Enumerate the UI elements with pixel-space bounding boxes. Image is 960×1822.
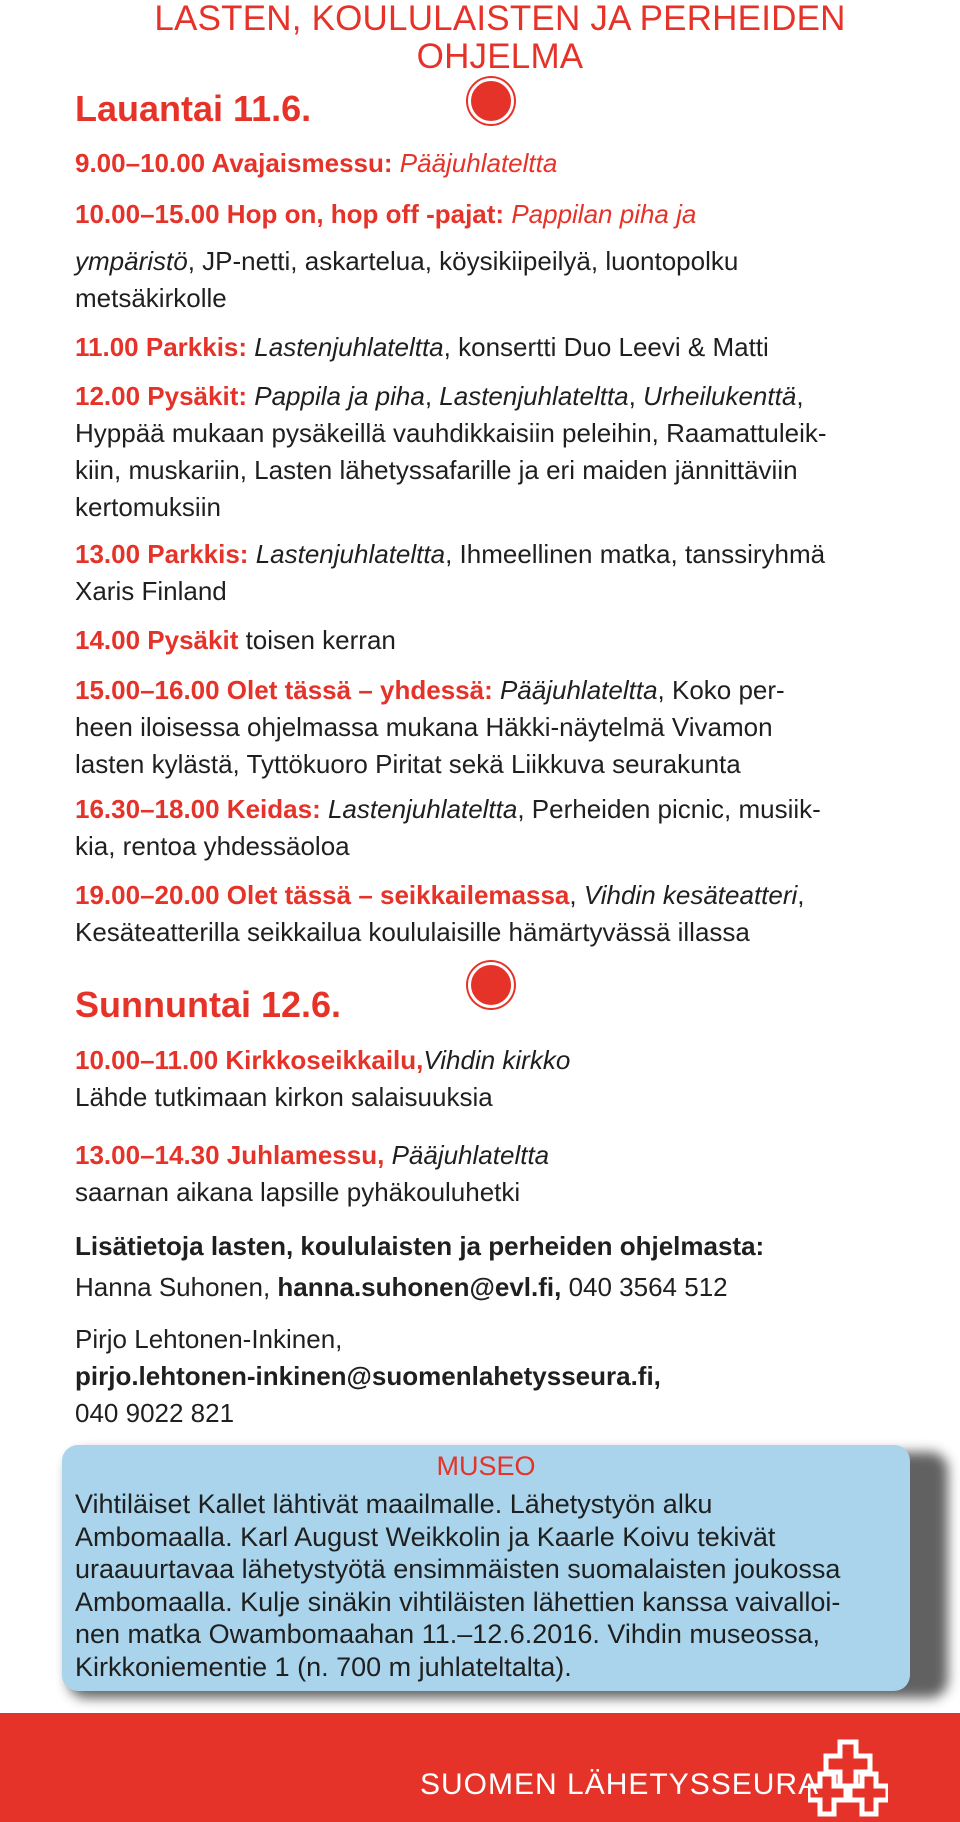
program-entry: 13.00–14.30 Juhlamessu, Pääjuhlateltta saarnan aikana lapsille pyhäkouluhetki bbox=[75, 1140, 550, 1207]
contact-pirjo: Pirjo Lehtonen-Inkinen, pirjo.lehtonen-inkinen@suomenlahetysseura.fi, 040 9022 821 bbox=[75, 1324, 661, 1428]
email-link[interactable]: hanna.suhonen@evl.fi, bbox=[277, 1272, 562, 1302]
footer-brand: SUOMEN LÄHETYSSEURA bbox=[420, 1768, 820, 1801]
museum-text: Vihtiläiset Kallet lähtivät maailmalle. Lähetystyön alku Ambomaalla. Karl August Weikkolin ja Kaarle Koivu tekivät uraauurtavaa lähetystyötä ensimmäisten suomalaisten joukossa Ambomaalla. Kulje sinäkin vihtiläisten lähettien kanssa vaivalloi- nen matka Owambomaahan 11.–12.6.2016. Vihdin museossa, Kirkkoniementie 1 (n. 700 m juhlateltalta). bbox=[75, 1489, 841, 1682]
program-entry: 15.00–16.00 Olet tässä – yhdessä: Pääjuhlateltta, Koko per- heen iloisessa ohjelmassa mukana Häkki-näytelmä Vivamon lasten kylästä, Tyttökuoro Piritat sekä Liikkuva seurakunta bbox=[75, 675, 785, 779]
program-entry: 12.00 Pysäkit: Pappila ja piha, Lastenjuhlateltta, Urheilukenttä, Hyppää mukaan pysäkeillä vauhdikkaisiin peleihin, Raamattuleik- kiin, muskariin, Lasten lähetyssafarille ja eri maiden jännittäviin kertomuksiin bbox=[75, 381, 827, 522]
red-dot-icon bbox=[468, 78, 514, 124]
program-entry: 16.30–18.00 Keidas: Lastenjuhlateltta, Perheiden picnic, musiik- kia, rentoa yhdessäoloa bbox=[75, 794, 821, 861]
program-entry: 10.00–15.00 Hop on, hop off -pajat: Pappilan piha ja ympäristö, JP-netti, askartelua, köysikiipeilyä, luontopolku metsäkirkolle bbox=[75, 199, 739, 313]
program-entry: 10.00–11.00 Kirkkoseikkailu,Vihdin kirkko Lähde tutkimaan kirkon salaisuuksia bbox=[75, 1045, 571, 1112]
program-entry: 14.00 Pysäkit toisen kerran bbox=[75, 625, 396, 655]
contact-hanna: Hanna Suhonen, hanna.suhonen@evl.fi, 040 3564 512 bbox=[75, 1272, 728, 1302]
email-link[interactable]: pirjo.lehtonen-inkinen@suomenlahetysseura.fi, bbox=[75, 1361, 661, 1391]
program-entry: 19.00–20.00 Olet tässä – seikkailemassa, Vihdin kesäteatteri, Kesäteatterilla seikkailua koululaisille hämärtyvässä illassa bbox=[75, 880, 805, 947]
museum-heading: MUSEO bbox=[436, 1451, 536, 1481]
page-title: LASTEN, KOULULAISTEN JA PERHEIDEN OHJELMA bbox=[154, 0, 846, 76]
day-heading-saturday: Lauantai 11.6. bbox=[75, 88, 312, 129]
program-entry: 13.00 Parkkis: Lastenjuhlateltta, Ihmeellinen matka, tanssiryhmä Xaris Finland bbox=[75, 539, 826, 606]
program-entry: 11.00 Parkkis: Lastenjuhlateltta, konsertti Duo Leevi & Matti bbox=[75, 332, 769, 362]
day-heading-sunday: Sunnuntai 12.6. bbox=[75, 984, 342, 1025]
cross-logo-icon bbox=[808, 1738, 888, 1822]
red-dot-icon bbox=[468, 962, 514, 1008]
program-entry: 9.00–10.00 Avajaismessu: Pääjuhlateltta bbox=[75, 148, 558, 178]
contact-heading: Lisätietoja lasten, koululaisten ja perheiden ohjelmasta: bbox=[75, 1231, 765, 1261]
